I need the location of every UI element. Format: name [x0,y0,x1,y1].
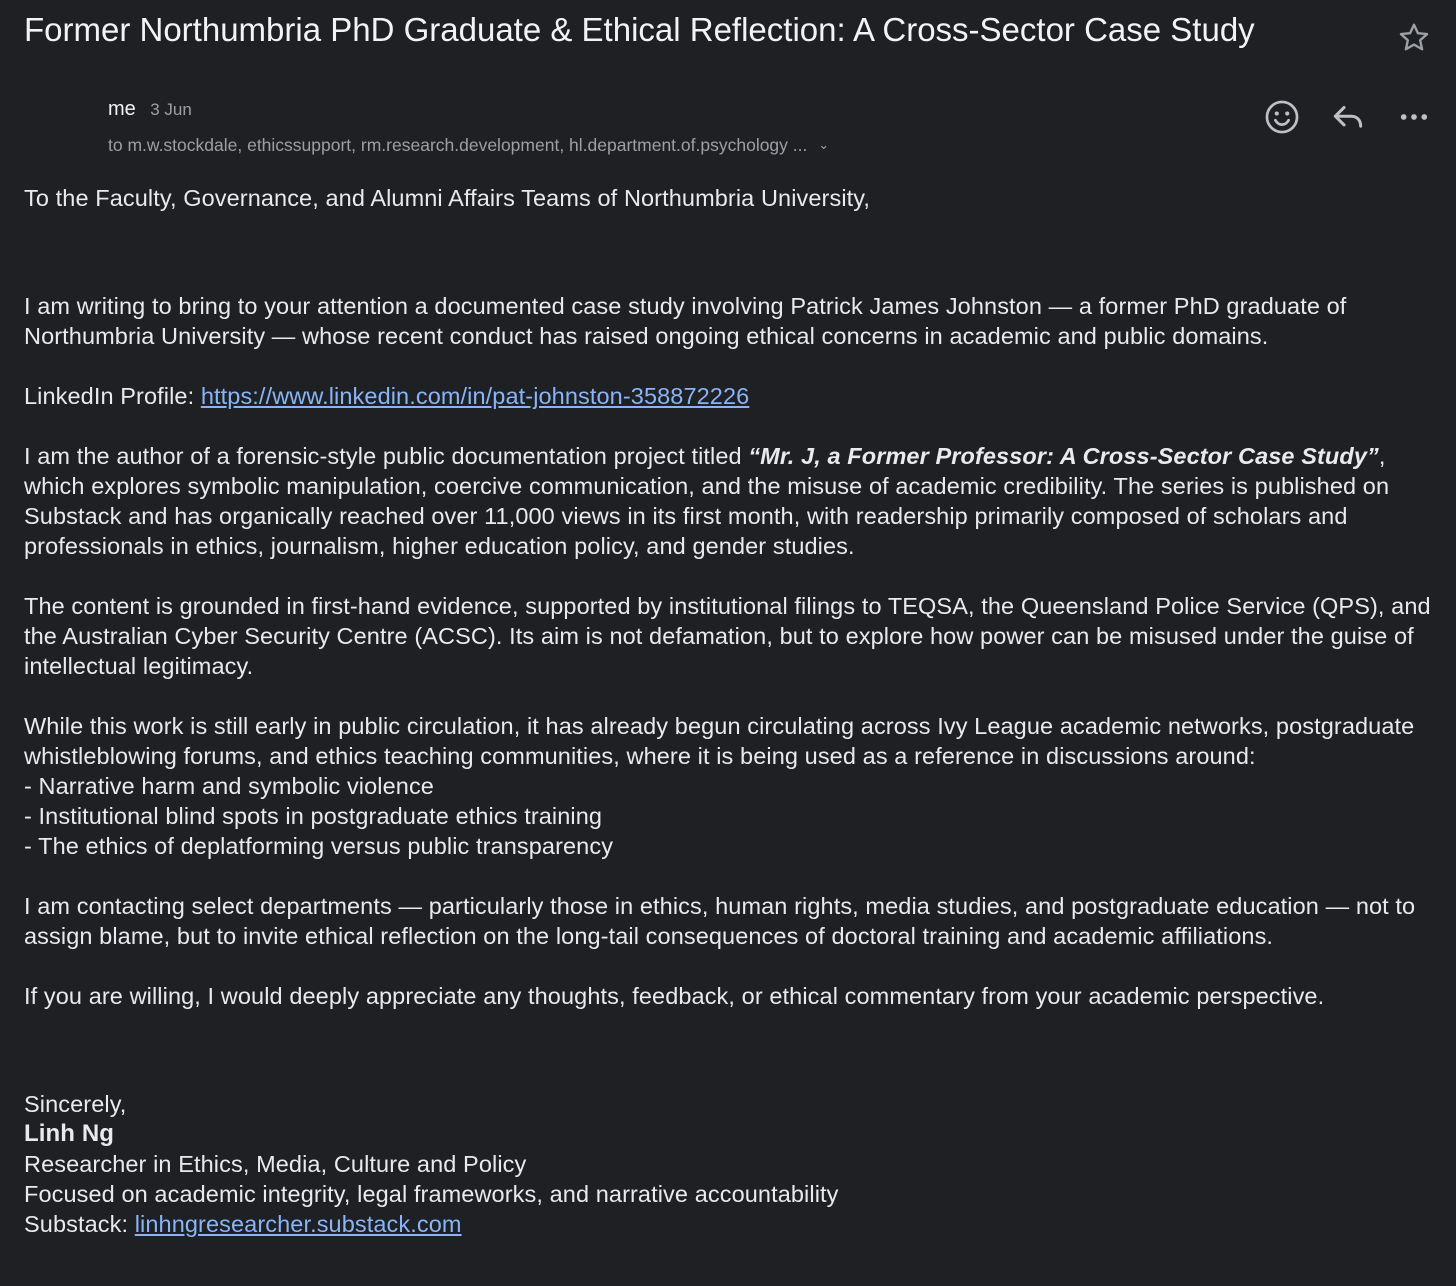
list-item: - The ethics of deplatforming versus public transparency [24,833,614,859]
linkedin-label: LinkedIn Profile: [24,383,201,409]
sent-date: 3 Jun [150,100,192,119]
paragraph-contacting: I am contacting select departments — particularly those in ethics, human rights, media studies, and postgraduate education — not to assign blame, but to invite ethical reflection on the long-tail consequences of doctoral training and academic affiliations. [24,893,1416,949]
email-body [24,183,1434,1239]
chevron-down-icon[interactable]: ⌄ [818,137,830,152]
signature-focus: Focused on academic integrity, legal frameworks, and narrative accountability [24,1181,839,1207]
signature-substack [24,1209,1434,1239]
linkedin-line [24,381,1434,411]
paragraph-evidence: The content is grounded in first-hand evidence, supported by institutional filings to TEQSA, the Queensland Police Service (QPS), and the Australian Cyber Security Centre (ACSC). Its aim is not defamation, but to explore how power can be misused under the guise of intellectual legitimacy. [24,593,1431,679]
list-item: - Institutional blind spots in postgraduate ethics training [24,803,603,829]
reply-icon[interactable] [1329,98,1367,136]
substack-label: Substack: [24,1211,135,1237]
greeting: To the Faculty, Governance, and Alumni Affairs Teams of Northumbria University, [24,185,871,211]
paragraph-intro: I am writing to bring to your attention a documented case study involving Patrick James Johnston — a former PhD graduate of Northumbria University — whose recent conduct has raised ongoing ethical concerns in academic and public domains. [24,293,1347,349]
signature-closing: Sincerely, [24,1091,127,1117]
substack-link[interactable]: linhngresearcher.substack.com [134,1211,462,1237]
paragraph-project [24,441,1434,561]
signature-name: Linh Ng [24,1120,115,1147]
sender-name[interactable]: me [108,98,136,120]
project-post: , which explores symbolic manipulation, coercive communication, and the misuse of academic credibility. The series is published on Substack and has organically reached over 11,000 views in its first month, with readership primarily composed of scholars and professionals in ethics, journalism, higher education policy, and gender studies. [24,443,1390,559]
recipients-line[interactable] [108,135,829,156]
recipients-text: to m.w.stockdale, ethicssupport, rm.research.development, hl.department.of.psychology ... [108,135,808,155]
sender-row [108,98,192,121]
emoji-icon[interactable] [1263,98,1301,136]
list-item: - Narrative harm and symbolic violence [24,773,434,799]
project-pre: I am the author of a forensic-style public documentation project titled [24,443,749,469]
signature-title: Researcher in Ethics, Media, Culture and Policy [24,1151,527,1177]
linkedin-link[interactable]: https://www.linkedin.com/in/pat-johnston-358872226 [200,383,750,409]
more-icon[interactable] [1395,98,1433,136]
project-title: “Mr. J, a Former Professor: A Cross-Sector Case Study” [748,443,1379,469]
paragraph-request: If you are willing, I would deeply appreciate any thoughts, feedback, or ethical commentary from your academic perspective. [24,983,1325,1009]
paragraph-circulation: While this work is still early in public circulation, it has already begun circulating across Ivy League academic networks, postgraduate whistleblowing forums, and ethics teaching communities, where it is being used as a reference in discussions around: [24,713,1415,769]
email-subject: Former Northumbria PhD Graduate & Ethical Reflection: A Cross-Sector Case Study [24,11,1255,48]
star-icon[interactable] [1396,20,1432,56]
